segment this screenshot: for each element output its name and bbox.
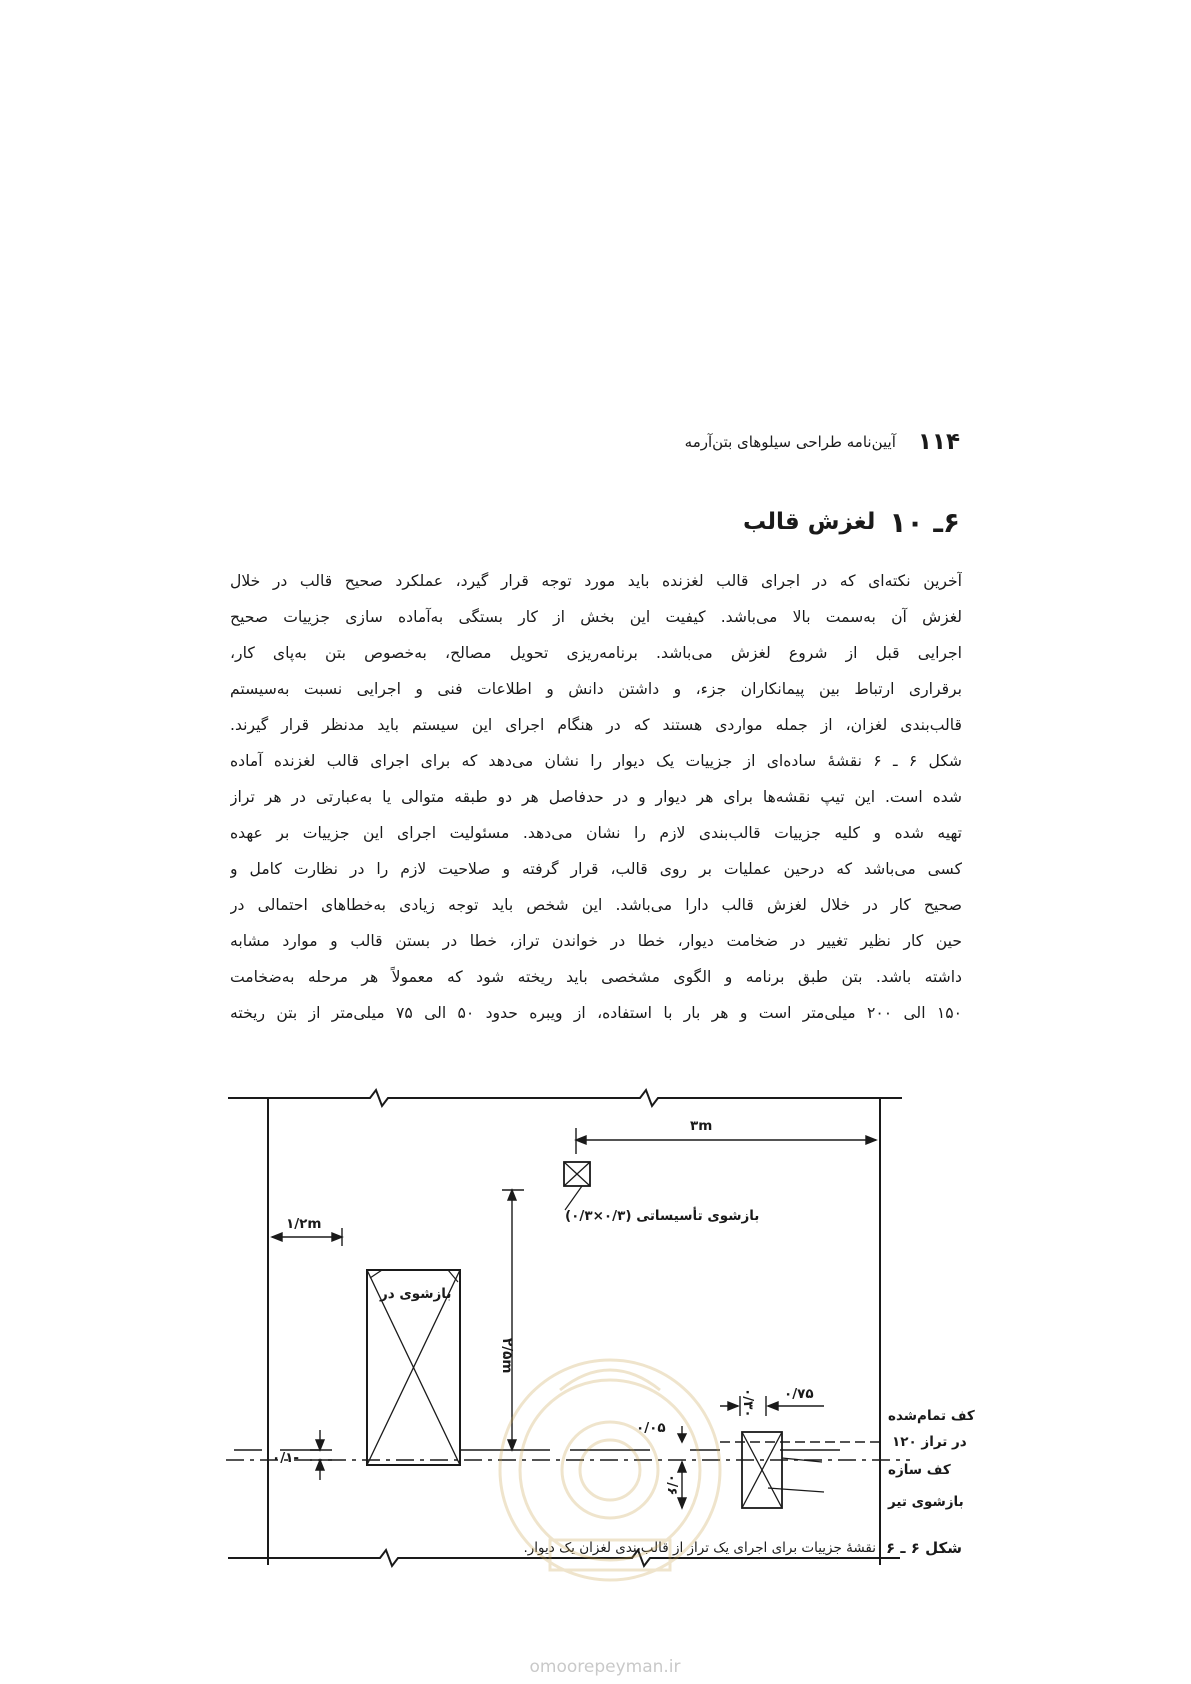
- watermark-url: omoorepeyman.ir: [529, 1657, 681, 1677]
- dim-0-30-label: ۰/۳۰: [740, 1388, 756, 1418]
- section-title: لغزش قالب: [743, 509, 876, 535]
- body-paragraph: [230, 563, 962, 1031]
- body-line: تهیه شده و کلیه جزییات قالب‌بندی لازم را نشان می‌دهد. مسئولیت اجرای این جزییات بر عهده: [230, 824, 962, 842]
- body-line: ۱۵۰ الی ۲۰۰ میلی‌متر است و هر بار با استفاده، از ویبره حدود ۵۰ الی ۷۵ میلی‌متر از بتن ریخته: [230, 1004, 962, 1022]
- body-line: داشته باشد. بتن طبق برنامه و الگوی مشخصی باید ریخته شود که معمولاً هر مرحله به‌ضخامت: [230, 968, 962, 986]
- dim-2-5m-label: ۲/۵m: [499, 1338, 515, 1374]
- watermark-seal: [480, 1330, 740, 1630]
- body-line: صحیح کار در خلال لغزش قالب دارا می‌باشد. این شخص باید توجه زیادی به‌خطاهای احتمالی در: [230, 896, 962, 914]
- body-line: برقراری ارتباط بین پیمانکاران جزء، و داشتن دانش و اطلاعات فنی و اجرایی نسبت به‌سیستم: [230, 680, 962, 698]
- utility-opening-label: بازشوی تأسیساتی (۰/۳×۰/۳): [565, 1208, 760, 1224]
- body-line: قالب‌بندی لغزان، از جمله مواردی هستند که در هنگام اجرای این سیستم باید مدنظر قرار گیرند.: [230, 716, 962, 734]
- body-line: لغزش آن به‌سمت بالا می‌باشد. کیفیت این بخش از کار بستگی به‌آماده سازی جزییات صحیح: [230, 608, 962, 626]
- body-line: کسی می‌باشد که درحین عملیات بر روی قالب، قرار گرفته و صلاحیت لازم را در نظارت کامل و: [230, 860, 962, 878]
- running-header: [640, 425, 960, 459]
- dim-0-1-label: ۰/۱-: [272, 1450, 300, 1466]
- caption-text: نقشهٔ جزییات برای اجرای یک تراز از قالب‌بندی لغزان یک دیوار.: [523, 1540, 877, 1556]
- dim-1-2m-label: ۱/۲m: [286, 1216, 322, 1232]
- body-line: اجرایی قبل از شروع لغزش می‌باشد. برنامه‌ریزی تحویل مصالح، به‌خصوص بتن به‌پای کار،: [230, 644, 962, 662]
- caption-label: شکل ۶ ـ ۶: [886, 1539, 962, 1557]
- dim-0-05-label: ۰/۰۵: [636, 1420, 666, 1436]
- dim-3m-label: ۳m: [690, 1118, 713, 1134]
- structural-floor-label: کف سازه: [888, 1462, 951, 1478]
- finished-floor-label-2: در تراز ۱۲۰: [892, 1434, 967, 1450]
- page-number: ۱۱۴: [917, 429, 960, 455]
- book-title: آیین‌نامه طراحی سیلوهای بتن‌آرمه: [684, 433, 896, 451]
- dim-0-75-label: ۰/۷۵: [784, 1386, 814, 1402]
- top-break-line: [228, 1090, 902, 1106]
- body-line: حین کار نظیر تغییر در ضخامت دیوار، خطا در خواندن تراز، خطا در بستن قالب و موارد مشابه: [230, 932, 962, 950]
- body-line: شکل ۶ ـ ۶ نقشهٔ ساده‌ای از جزییات یک دیوار را نشان می‌دهد که برای اجرای قالب لغزنده آماده: [230, 752, 962, 770]
- section-number: ۶ـ ۱۰: [889, 505, 960, 539]
- door-opening-label: بازشوی در: [380, 1286, 452, 1302]
- section-heading: [740, 500, 960, 544]
- dim-0-6-label: ۰/۶: [664, 1474, 680, 1496]
- body-line: شده است. این تیپ نقشه‌ها برای هر دیوار و در حدفاصل هر دو طبقه متوالی یا به‌عبارتی در هر تراز: [230, 788, 962, 806]
- beam-opening-label: بازشوی تیر: [888, 1494, 964, 1510]
- body-line: آخرین نکته‌ای که در اجرای قالب لغزنده باید مورد توجه قرار گیرد، عملکرد صحیح قالب در خلال: [230, 572, 962, 590]
- finished-floor-label-1: کف تمام‌شده: [888, 1408, 975, 1424]
